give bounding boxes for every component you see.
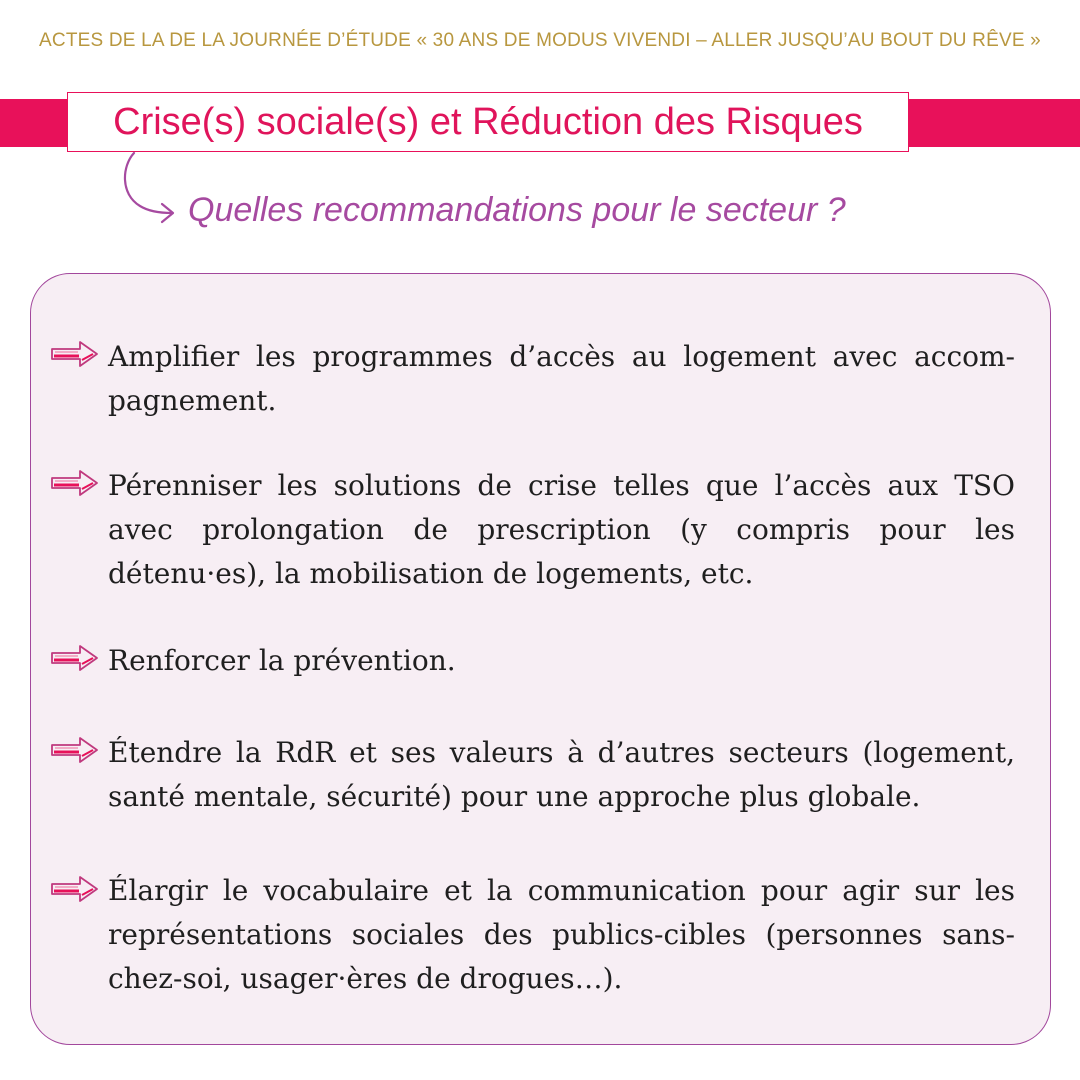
right-arrow-icon — [48, 735, 100, 765]
document-header: ACTES DE LA DE LA JOURNÉE D’ÉTUDE « 30 ANS DE MODUS VIVENDI – ALLER JUSQU’AU BOUT DU RÊVE » — [39, 30, 1041, 51]
right-arrow-icon — [48, 339, 100, 369]
subtitle: Quelles recommandations pour le secteur ? — [188, 191, 846, 229]
right-arrow-icon — [48, 874, 100, 904]
recommendation-item: Pérenniser les solutions de crise telles que l’accès aux TSO avec prolongation de prescription (y compris pour les détenu·es), la mobilisation de logements, etc. — [108, 469, 1015, 590]
right-arrow-icon — [48, 643, 100, 673]
recommendation-item: Amplifier les programmes d’accès au logement avec accom-pagnement. — [108, 340, 1015, 417]
recommendation-item: Élargir le vocabulaire et la communication pour agir sur les représentations sociales des publics-cibles (personnes sans-chez-soi, usager·ères de drogues…). — [108, 874, 1015, 995]
page-title: Crise(s) sociale(s) et Réduction des Risques — [113, 100, 863, 143]
recommendation-item: Renforcer la prévention. — [108, 644, 456, 677]
recommendation-item: Étendre la RdR et ses valeurs à d’autres secteurs (logement, santé mentale, sécurité) pour une approche plus globale. — [108, 736, 1015, 813]
curved-arrow-icon — [118, 150, 180, 232]
title-box — [67, 92, 909, 152]
right-arrow-icon — [48, 468, 100, 498]
